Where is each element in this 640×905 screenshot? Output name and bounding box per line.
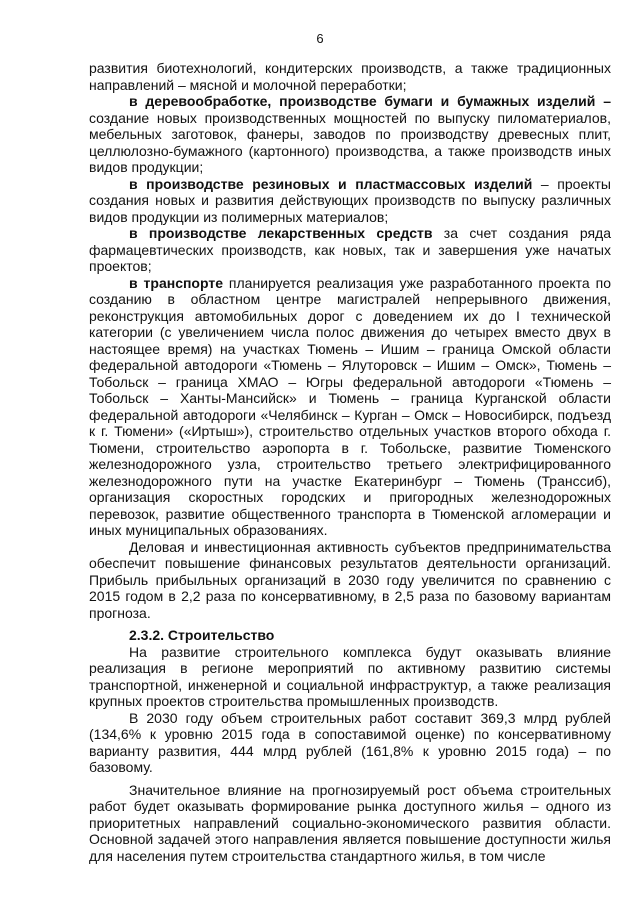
- paragraph-construction-complex: На развитие строительного комплекса будут оказывать влияние реализация в регионе мероприятий по активному развитию системы транспортной, инженерной и социальной инфраструктур, а также реализация крупных проектов строительства промышленных производств.: [89, 643, 611, 709]
- pharmaceuticals-heading: в производстве лекарственных средств: [129, 225, 433, 241]
- transport-text: планируется реализация уже разработанного проекта по созданию в областном центре магистралей непрерывного движения, реконструкция автомобильных дорог с доведением их до I технической категории (с увеличением числа полос движения до четырех вместо двух в настоящее время) на участках Тюмень – Ишим – граница Омской области федеральной автодороги «Тюмень – Ялуторовск – Ишим – Омск», Тюмень – Тобольск – граница ХМАО – Югры федеральной автодороги «Тюмень – Тобольск – Ханты-Мансийск» и Тюмень – граница Курганской области федеральной автодороги «Челябинск – Курган – Омск – Новосибирск, подъезд к г. Тюмени» («Иртыш»), строительство отдельных участков второго обхода г. Тюмени, строительство аэропорта в г. Тобольске, развитие Тюменского железнодорожного узла, строительство третьего электрифицированного железнодорожного пути на участке Екатеринбург – Тюмень (Транссиб), организация скоростных городских и пригородных железнодорожных перевозок, развитие общественного транспорта в Тюменской агломерации и иных муниципальных образованиях.: [89, 274, 611, 538]
- paragraph-rubber-plastics: [89, 176, 611, 226]
- page-body: [89, 60, 611, 864]
- rubber-plastics-text: – проекты создания новых и развития действующих производств по выпуску различных видов продукции из полимерных материалов;: [89, 175, 611, 225]
- paragraph-continuation: развития биотехнологий, кондитерских производств, а также традиционных направлений – мясной и молочной переработки;: [89, 60, 611, 93]
- section-heading-construction: 2.3.2. Строительство: [129, 627, 275, 643]
- paragraph-transport: [89, 275, 611, 539]
- paragraph-construction-volume: В 2030 году объем строительных работ составит 369,3 млрд рублей (134,6% к уровню 2015 года в сопоставимой оценке) по консервативному варианту развития, 444 млрд рублей (161,8% к уровню 2015 года) – по базовому.: [89, 709, 611, 775]
- paragraph-affordable-housing: Значительное влияние на прогнозируемый рост объема строительных работ будет оказывать формирование рынка доступного жилья – одного из приоритетных направлений социально-экономического развития области. Основной задачей этого направления является повышение доступности жилья для населения путем строительства стандартного жилья, в том числе: [89, 781, 611, 864]
- transport-heading: в транспорте: [129, 274, 223, 291]
- page-number: 6: [316, 31, 324, 46]
- rubber-plastics-heading: в производстве резиновых и пластмассовых изделий: [129, 175, 533, 192]
- woodworking-text: создание новых производственных мощностей по выпуску пиломатериалов, мебельных заготовок, фанеры, заводов по производству древесных плит, целлюлозно-бумажного (картонного) производства, а также производств иных видов продукции;: [89, 109, 611, 175]
- paragraph-pharmaceuticals: [89, 225, 611, 275]
- paragraph-woodworking: [89, 93, 611, 176]
- paragraph-business-activity: Деловая и инвестиционная активность субъектов предпринимательства обеспечит повышение финансовых результатов деятельности организаций. Прибыль прибыльных организаций в 2030 году увеличится по сравнению с 2015 годом в 2,2 раза по консервативному, в 2,5 раза по базовому вариантам прогноза.: [89, 538, 611, 621]
- pharmaceuticals-text: за счет создания ряда фармацевтических производств, как новых, так и завершения уже начатых проектов;: [89, 225, 611, 274]
- woodworking-heading: в деревообработке, производстве бумаги и бумажных изделий –: [129, 93, 611, 109]
